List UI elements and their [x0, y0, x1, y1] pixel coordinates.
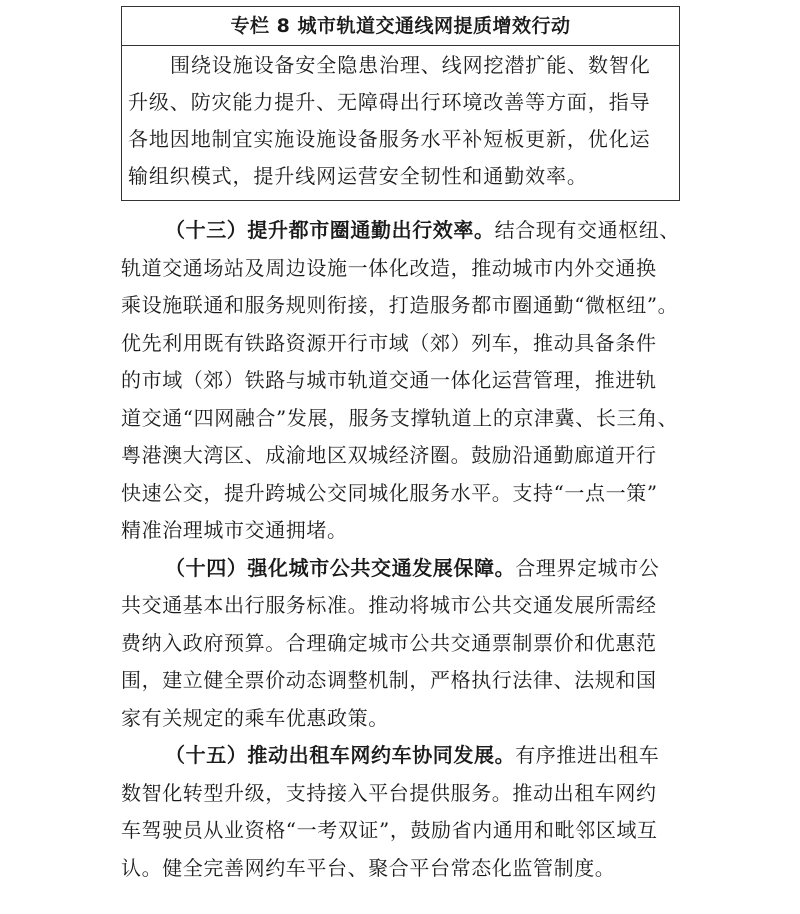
paragraph-line: 围，建立健全票价动态调整机制，严格执行法律、法规和国 — [121, 668, 657, 692]
box-title: 专栏 8 城市轨道交通线网提质增效行动 — [122, 7, 679, 46]
paragraph-first-line — [121, 737, 696, 775]
box-text-line: 各地因地制宜实施设施设备服务水平补短板更新，优化运 — [128, 127, 651, 151]
paragraph-line: 优先利用既有铁路资源开行市域（郊）列车，推动具备条件 — [121, 330, 657, 355]
document-body — [121, 212, 696, 887]
paragraph-line: 车驾驶员从业资格“一考双证”，鼓励省内通用和毗邻区域互 — [121, 818, 658, 842]
paragraph-heading: （十五）推动出租车网约车协同发展。 — [165, 743, 516, 767]
paragraph-15 — [121, 737, 696, 887]
paragraph-first-line — [121, 212, 696, 250]
paragraph-line: 共交通基本出行服务标准。推动将城市公共交通发展所需经 — [121, 593, 657, 617]
paragraph-line: 认。健全完善网约车平台、聚合平台常态化监管制度。 — [121, 855, 616, 880]
paragraph-line: 费纳入政府预算。合理确定城市公共交通票制票价和优惠范 — [121, 630, 657, 655]
paragraph-text: 合理界定城市公 — [515, 555, 660, 580]
paragraph-line: 快速公交，提升跨城公交同城化服务水平。支持“一点一策” — [121, 480, 658, 505]
paragraph-heading: （十四）强化城市公共交通发展保障。 — [165, 555, 516, 580]
box-text-line: 围绕设施设备安全隐患治理、线网挖潜扩能、数智化 — [170, 53, 651, 77]
paragraph-line: 道交通“四网融合”发展，服务支撑轨道上的京津冀、长三角、 — [121, 405, 679, 430]
box-body — [122, 47, 679, 195]
paragraph-text: 有序推进出租车 — [515, 743, 660, 767]
paragraph-line: 数智化转型升级，支持接入平台提供服务。推动出租车网约 — [121, 780, 657, 805]
paragraph-14 — [121, 550, 696, 738]
paragraph-first-line — [121, 550, 696, 588]
paragraph-line: 精准治理城市交通拥堵。 — [121, 518, 348, 542]
paragraph-13 — [121, 212, 696, 550]
paragraph-line: 粤港澳大湾区、成渝地区双城经济圈。鼓励沿通勤廊道开行 — [121, 443, 657, 467]
paragraph-heading: （十三）提升都市圈通勤出行效率。 — [165, 218, 495, 242]
paragraph-text: 结合现有交通枢纽、 — [494, 218, 681, 242]
box-text-line: 输组织模式，提升线网运营安全韧性和通勤效率。 — [128, 164, 588, 188]
paragraph-line: 家有关规定的乘车优惠政策。 — [121, 705, 389, 730]
special-column-box — [121, 6, 680, 201]
paragraph-line: 的市域（郊）铁路与城市轨道交通一体化运营管理，推进轨 — [121, 368, 657, 392]
box-text-line: 升级、防灾能力提升、无障碍出行环境改善等方面，指导 — [128, 90, 651, 114]
paragraph-line: 乘设施联通和服务规则衔接，打造服务都市圈通勤“微枢纽”。 — [121, 293, 679, 317]
paragraph-line: 轨道交通场站及周边设施一体化改造，推动城市内外交通换 — [121, 255, 657, 280]
